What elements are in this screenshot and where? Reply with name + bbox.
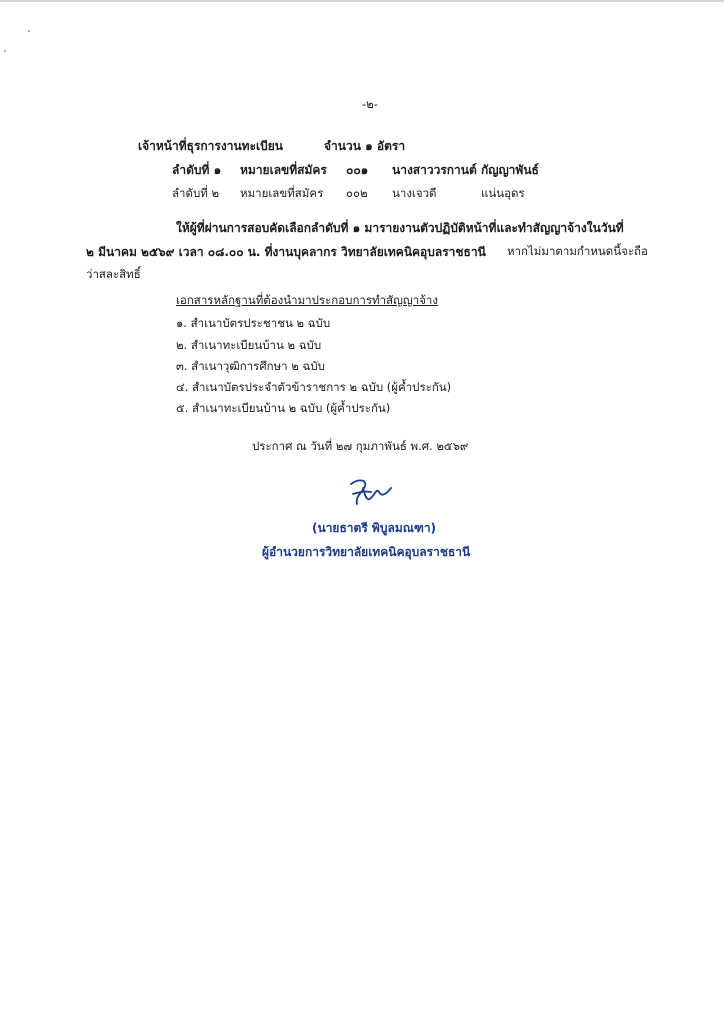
document-item-3: ๓. สำเนาวุฒิการศึกษา ๒ ฉบับ <box>176 359 325 373</box>
signature <box>345 474 403 510</box>
document-item-2: ๒. สำเนาทะเบียนบ้าน ๒ ฉบับ <box>176 338 322 352</box>
candidate-1-name: นางสาววรกานต์ กัญญาพันธ์ <box>392 163 539 177</box>
signer-title: ผู้อำนวยการวิทยาลัยเทคนิคอุบลราชธานี <box>262 545 471 559</box>
candidate-2-surname: แน่นอุดร <box>481 186 525 200</box>
candidate-2-app-label: หมายเลขที่สมัคร <box>240 186 324 200</box>
scan-speck <box>4 50 6 52</box>
page-number: -๒- <box>362 97 378 111</box>
instruction-line-2-rest: หากไม่มาตามกำหนดนี้จะถือ <box>507 244 648 258</box>
document-item-4: ๔. สำเนาบัตรประจำตัวข้าราชการ ๒ ฉบับ (ผู้ค้ำประกัน) <box>176 380 452 394</box>
candidate-1-rank: ลำดับที่ ๑ <box>172 163 222 177</box>
documents-heading: เอกสารหลักฐานที่ต้องนำมาประกอบการทำสัญญาจ้าง <box>176 293 438 307</box>
candidate-2-rank: ลำดับที่ ๒ <box>172 186 220 200</box>
instruction-line-2-bold: ๒ มีนาคม ๒๕๖๙ เวลา ๐๘.๐๐ น. ที่งานบุคลากร วิทยาลัยเทคนิคอุบลราชธานี <box>86 245 486 259</box>
scan-edge <box>0 0 724 2</box>
candidate-1-app-label: หมายเลขที่สมัคร <box>240 163 327 177</box>
candidate-1-app-no: ๐๐๑ <box>346 163 369 177</box>
document-item-5: ๕. สำเนาทะเบียนบ้าน ๒ ฉบับ (ผู้ค้ำประกัน) <box>176 401 391 415</box>
candidate-2-app-no: ๐๐๒ <box>346 186 368 200</box>
document-item-1: ๑. สำเนาบัตรประชาชน ๒ ฉบับ <box>176 316 331 330</box>
position-title: เจ้าหน้าที่ธุรการงานทะเบียน <box>138 139 283 153</box>
instruction-line-1: ให้ผู้ที่ผ่านการสอบคัดเลือกลำดับที่ ๑ มารายงานตัวปฏิบัติหน้าที่และทำสัญญาจ้างในวันที่ <box>176 221 624 235</box>
position-amount: จำนวน ๑ อัตรา <box>324 139 406 153</box>
candidate-2-name: นางเจวดี <box>392 186 437 200</box>
signer-name: (นายธาตรี พิบูลมณฑา) <box>312 521 437 535</box>
instruction-line-3: ว่าสละสิทธิ์ <box>86 267 141 281</box>
announcement-date: ประกาศ ณ วันที่ ๒๗ กุมภาพันธ์ พ.ศ. ๒๕๖๙ <box>252 439 469 453</box>
scan-speck <box>28 30 30 32</box>
